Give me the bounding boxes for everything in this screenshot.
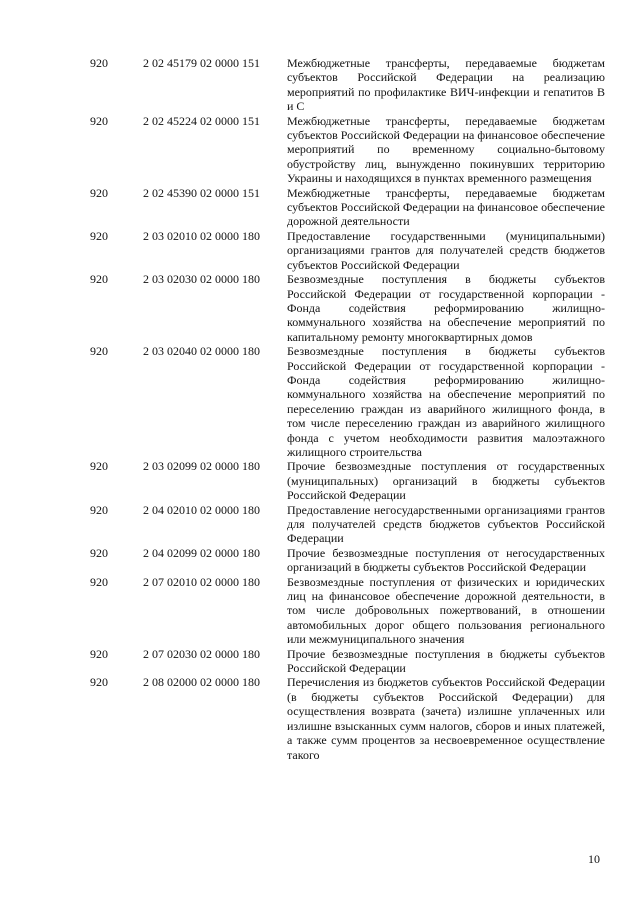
table-row — [0, 344, 640, 459]
budget-classification-code: 2 03 02099 02 0000 180 — [143, 459, 260, 474]
table-row — [0, 186, 640, 229]
admin-code: 920 — [90, 228, 108, 243]
budget-classification-code: 2 02 45179 02 0000 151 — [143, 56, 260, 70]
code-description: Межбюджетные трансферты, передаваемые бюджетам субъектов Российской Федерации на реализацию мероприятий по профилактике ВИЧ-инфекции и гепатитов В и С — [287, 56, 605, 114]
admin-code: 920 — [90, 646, 108, 661]
budget-classification-code: 2 08 02000 02 0000 180 — [143, 675, 260, 690]
code-description: Перечисления из бюджетов субъектов Российской Федерации (в бюджеты субъектов Российской Федерации) для осуществления возврата (зачета) излишне уплаченных или излишне взысканных сумм налогов, сборов и иных платежей, а также сумм процентов за несвоевременное осуществление такого — [287, 675, 605, 762]
admin-code: 920 — [90, 574, 108, 589]
budget-classification-code: 2 07 02010 02 0000 180 — [143, 574, 260, 589]
admin-code: 920 — [90, 56, 108, 70]
code-description: Безвозмездные поступления в бюджеты субъектов Российской Федерации от государственной корпорации - Фонда содействия реформированию жилищно-коммунального хозяйства на обеспечение мероприятий по переселению граждан из аварийного жилищного фонда, в том числе переселению граждан из аварийного жилищного фонда с учетом необходимости развития малоэтажного жилищного строительства — [287, 344, 605, 459]
code-description: Межбюджетные трансферты, передаваемые бюджетам субъектов Российской Федерации на финансовое обеспечение мероприятий по временному социально-бытовому обустройству лиц, вынужденно покинувших территорию Украины и находящихся в пунктах временного размещения — [287, 113, 605, 186]
budget-classification-code: 2 03 02030 02 0000 180 — [143, 272, 260, 287]
budget-classification-code: 2 03 02010 02 0000 180 — [143, 228, 260, 243]
table-row — [0, 229, 640, 272]
budget-classification-code: 2 04 02099 02 0000 180 — [143, 545, 260, 560]
table-row — [0, 675, 640, 761]
admin-code: 920 — [90, 185, 108, 200]
code-description: Межбюджетные трансферты, передаваемые бюджетам субъектов Российской Федерации на финансовое обеспечение дорожной деятельности — [287, 185, 605, 229]
admin-code: 920 — [90, 675, 108, 690]
code-description: Безвозмездные поступления от физических и юридических лиц на финансовое обеспечение дорожной деятельности, в том числе добровольных пожертвований, в отношении автомобильных дорог общего пользования регионального или межмуниципального значения — [287, 574, 605, 647]
budget-classification-code: 2 04 02010 02 0000 180 — [143, 502, 260, 517]
table-row — [0, 503, 640, 546]
page-number: 10 — [588, 852, 600, 866]
budget-classification-code: 2 02 45224 02 0000 151 — [143, 113, 260, 128]
revenue-code-table — [0, 56, 640, 762]
table-row — [0, 647, 640, 676]
code-description: Предоставление государственными (муниципальными) организациями грантов для получателей средств бюджетов субъектов Российской Федерации — [287, 228, 605, 272]
budget-classification-code: 2 07 02030 02 0000 180 — [143, 646, 260, 661]
table-row — [0, 575, 640, 647]
table-row — [0, 272, 640, 344]
code-description: Прочие безвозмездные поступления от негосударственных организаций в бюджеты субъектов Российской Федерации — [287, 545, 605, 575]
admin-code: 920 — [90, 502, 108, 517]
admin-code: 920 — [90, 113, 108, 128]
budget-classification-code: 2 03 02040 02 0000 180 — [143, 344, 260, 359]
table-row — [0, 56, 640, 114]
table-row — [0, 114, 640, 186]
admin-code: 920 — [90, 272, 108, 287]
code-description: Предоставление негосударственными организациями грантов для получателей средств бюджетов субъектов Российской Федерации — [287, 502, 605, 546]
admin-code: 920 — [90, 459, 108, 474]
table-row — [0, 459, 640, 502]
admin-code: 920 — [90, 344, 108, 359]
table-row — [0, 546, 640, 575]
code-description: Прочие безвозмездные поступления от государственных (муниципальных) организаций в бюджеты субъектов Российской Федерации — [287, 459, 605, 503]
budget-classification-code: 2 02 45390 02 0000 151 — [143, 185, 260, 200]
code-description: Прочие безвозмездные поступления в бюджеты субъектов Российской Федерации — [287, 646, 605, 676]
code-description: Безвозмездные поступления в бюджеты субъектов Российской Федерации от государственной корпорации - Фонда содействия реформированию жилищно-коммунального хозяйства на обеспечение мероприятий по капитальному ремонту многоквартирных домов — [287, 272, 605, 344]
admin-code: 920 — [90, 545, 108, 560]
